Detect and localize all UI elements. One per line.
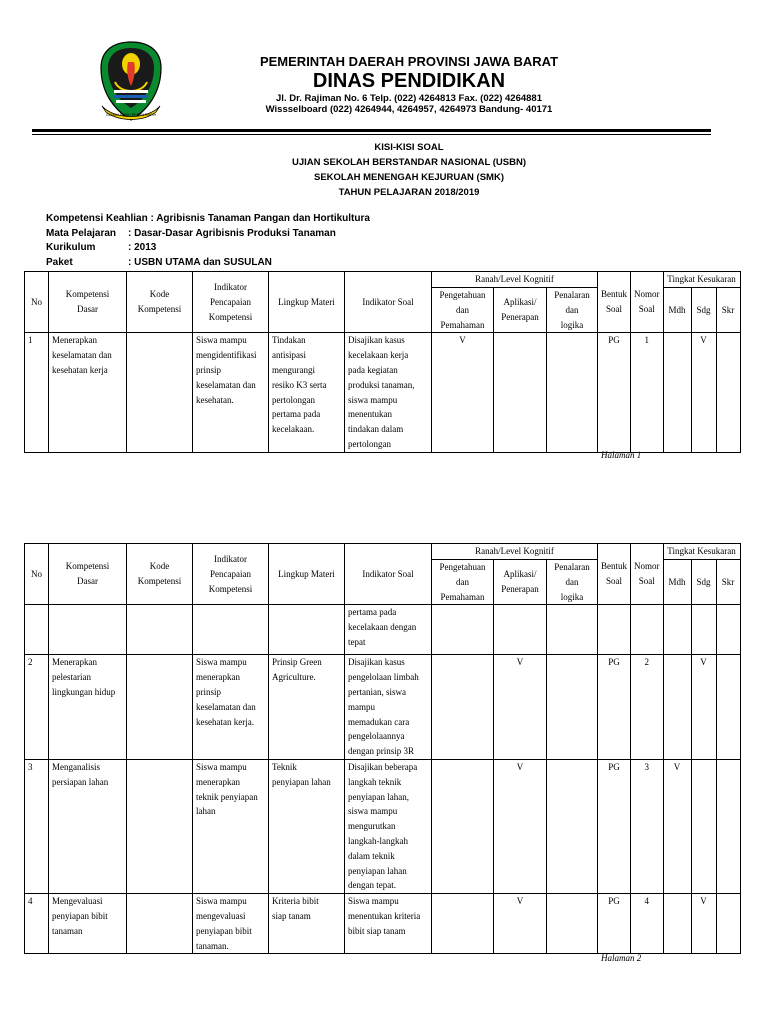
cell-kode-kompetensi: [127, 605, 193, 655]
cell-line: Prinsip Green: [272, 657, 322, 668]
col-ranah-kognitif-text: Ranah/Level Kognitif: [475, 546, 554, 557]
cell-mdh: [663, 605, 691, 655]
cell-line: siswa mampu: [348, 394, 398, 405]
cell-penalaran: [547, 333, 598, 452]
cell-nomor-soal: 4: [631, 894, 664, 954]
cell-line: prinsip: [196, 686, 222, 697]
col-lingkup-materi-text: Lingkup Materi: [278, 296, 335, 307]
cell-no: 2: [25, 655, 49, 760]
cell-line: keselamatan dan: [196, 701, 256, 712]
col-skr-text: Skr: [721, 576, 735, 587]
col-indikator-soal: [345, 544, 432, 605]
cell-line: Mengevaluasi: [52, 896, 103, 907]
info-mapel-value: : Dasar-Dasar Agribisnis Produksi Tanaman: [128, 227, 336, 239]
table-row: [25, 605, 741, 655]
col-nomor-soal-text: Nomor: [634, 289, 660, 300]
cell-no: [25, 605, 49, 655]
cell-bentuk-soal: PG: [598, 655, 631, 760]
document-title: [180, 140, 638, 200]
col-kode-kompetensi-text: Kode: [149, 561, 170, 572]
cell-line: penyiapan lahan: [272, 776, 331, 787]
letterhead-address: Jl. Dr. Rajiman No. 6 Telp. (022) 4264813 Fax. (022) 4264881: [276, 93, 542, 104]
cell-line: kesehatan kerja.: [196, 716, 254, 727]
letterhead-government: PEMERINTAH DAERAH PROVINSI JAWA BARAT: [259, 54, 559, 69]
cell-pengetahuan: [432, 655, 494, 760]
info-paket-value: : USBN UTAMA dan SUSULAN: [128, 256, 272, 268]
cell-sdg: V: [691, 333, 716, 452]
col-lingkup-materi: [269, 272, 345, 333]
cell-line: Menerapkan: [52, 335, 97, 346]
cell-line: pertama pada: [272, 409, 321, 420]
west-java-emblem-logo: [98, 40, 164, 122]
cell-line: siap tanam: [272, 910, 311, 921]
cell-line: Disajikan kasus: [348, 335, 405, 346]
cell-aplikasi: [494, 333, 547, 452]
title-line-1: KISI-KISI SOAL: [374, 142, 444, 153]
col-indikator-soal-text: Indikator Soal: [362, 296, 414, 307]
cell-line: Kriteria bibit: [272, 896, 319, 907]
cell-line: pertolongan: [272, 394, 315, 405]
document-info: [46, 212, 370, 270]
info-paket-label: Paket: [46, 256, 73, 268]
col-kompetensi-dasar-text: Kompetensi: [65, 561, 110, 572]
col-aplikasi: [494, 560, 547, 605]
col-indikator-pencapaian-text: Pencapaian: [210, 568, 251, 579]
cell-line: Agriculture.: [272, 672, 316, 683]
col-bentuk-soal-text: Soal: [605, 304, 622, 315]
cell-line: menentukan: [348, 409, 392, 420]
letterhead-department: DINAS PENDIDIKAN: [312, 70, 506, 92]
cell-sdg: V: [691, 894, 716, 954]
col-indikator-soal: [345, 272, 432, 333]
cell-line: Siswa mampu: [196, 335, 247, 346]
cell-bentuk-soal: PG: [598, 894, 631, 954]
cell-line: mampu: [348, 701, 375, 712]
cell-kode-kompetensi: [127, 333, 193, 452]
cell-indikator-soal: [345, 894, 432, 954]
cell-pengetahuan: V: [432, 333, 494, 452]
col-ranah-kognitif: [432, 544, 598, 560]
cell-line: dengan prinsip 3R: [348, 746, 414, 757]
col-ranah-kognitif: [432, 272, 598, 288]
kisi-table-page-1: [24, 271, 741, 453]
col-pengetahuan: [432, 560, 494, 605]
cell-aplikasi: [494, 605, 547, 655]
cell-mdh: [663, 894, 691, 954]
cell-indikator-pencapaian: [193, 333, 269, 452]
col-kompetensi-dasar-text: Kompetensi: [65, 289, 110, 300]
cell-line: lingkungan hidup: [52, 686, 116, 697]
col-kompetensi-dasar-text: Dasar: [77, 304, 98, 315]
cell-line: persiapan lahan: [52, 776, 109, 787]
cell-kompetensi-dasar: [49, 605, 127, 655]
col-kompetensi-dasar-text: Dasar: [77, 576, 98, 587]
cell-line: langkah teknik: [348, 776, 402, 787]
cell-line: pada kegiatan: [348, 364, 398, 375]
cell-aplikasi: V: [494, 894, 547, 954]
table-row: [25, 759, 741, 893]
cell-line: keselamatan dan: [52, 350, 112, 361]
cell-line: pertolongan: [348, 438, 391, 449]
cell-line: kesehatan kerja: [52, 364, 108, 375]
cell-line: langkah-langkah: [348, 835, 408, 846]
cell-line: mengidentifikasi: [196, 350, 257, 361]
info-kurikulum-value: : 2013: [128, 242, 157, 253]
cell-line: kecelakaan kerja: [348, 350, 409, 361]
cell-line: bibit siap tanam: [348, 925, 406, 936]
col-kompetensi-dasar: [49, 544, 127, 605]
col-no-text: No: [31, 568, 42, 579]
cell-line: memadukan cara: [348, 716, 410, 727]
col-mdh-text: Mdh: [668, 576, 686, 587]
col-tingkat-kesukaran: [663, 544, 740, 560]
cell-line: Siswa mampu: [348, 896, 399, 907]
cell-line: Menganalisis: [52, 761, 100, 772]
cell-kompetensi-dasar: [49, 655, 127, 760]
cell-line: mengurangi: [272, 364, 315, 375]
cell-line: Siswa mampu: [196, 657, 247, 668]
cell-line: dengan tepat.: [348, 880, 396, 891]
col-indikator-soal-text: Indikator Soal: [362, 568, 414, 579]
cell-nomor-soal: 2: [631, 655, 664, 760]
cell-sdg: [691, 759, 716, 893]
cell-line: menentukan kriteria: [348, 910, 421, 921]
col-indikator-pencapaian-text: Indikator: [214, 554, 247, 564]
col-penalaran-text: Penalaran: [554, 562, 590, 572]
cell-aplikasi: V: [494, 655, 547, 760]
col-bentuk-soal-text: Bentuk: [601, 289, 627, 300]
cell-line: lahan: [196, 806, 216, 817]
page-number-2: Halaman 2: [601, 953, 642, 963]
col-indikator-pencapaian-text: Kompetensi: [208, 583, 253, 594]
cell-pengetahuan: [432, 759, 494, 893]
cell-pengetahuan: [432, 605, 494, 655]
cell-line: dalam teknik: [348, 850, 395, 861]
col-aplikasi-text: Penerapan: [501, 584, 539, 595]
letterhead-phone: Wissselboard (022) 4264944, 4264957, 4264973 Bandung- 40171: [265, 104, 553, 115]
cell-line: menerapkan: [196, 776, 240, 787]
cell-bentuk-soal: [598, 605, 631, 655]
col-penalaran-text: logika: [560, 591, 584, 602]
cell-nomor-soal: [631, 605, 664, 655]
kisi-table-page-2: [24, 543, 741, 954]
table-row: [25, 655, 741, 760]
col-bentuk-soal-text: Soal: [605, 576, 622, 587]
col-kode-kompetensi: [127, 544, 193, 605]
col-penalaran-text: dan: [565, 304, 579, 315]
col-no: [25, 544, 49, 605]
cell-line: pelestarian: [52, 672, 91, 683]
cell-indikator-soal: [345, 655, 432, 760]
col-penalaran: [547, 288, 598, 333]
cell-nomor-soal: 1: [631, 333, 664, 452]
info-mapel-label: Mata Pelajaran: [46, 227, 117, 239]
cell-kompetensi-dasar: [49, 759, 127, 893]
col-ranah-kognitif-text: Ranah/Level Kognitif: [475, 274, 554, 285]
header-row-1: [25, 544, 741, 560]
cell-line: penyiapan lahan: [348, 865, 407, 876]
cell-line: Disajikan kasus: [348, 657, 405, 668]
cell-lingkup-materi: [269, 333, 345, 452]
cell-line: antisipasi: [272, 350, 306, 361]
col-bentuk-soal: [598, 544, 631, 605]
col-aplikasi-text: Penerapan: [501, 312, 539, 323]
cell-pengetahuan: [432, 894, 494, 954]
col-indikator-pencapaian-text: Pencapaian: [210, 296, 251, 307]
cell-indikator-pencapaian: [193, 605, 269, 655]
cell-lingkup-materi: [269, 894, 345, 954]
cell-bentuk-soal: PG: [598, 333, 631, 452]
cell-line: mengevaluasi: [196, 910, 246, 921]
letterhead-divider-thick: [32, 129, 711, 132]
col-nomor-soal-text: Soal: [638, 304, 655, 315]
col-sdg: [691, 560, 716, 605]
cell-skr: [716, 605, 740, 655]
cell-penalaran: [547, 605, 598, 655]
col-mdh-text: Mdh: [668, 304, 686, 315]
cell-line: Disajikan beberapa: [348, 761, 418, 772]
cell-kode-kompetensi: [127, 894, 193, 954]
cell-line: Teknik: [272, 761, 297, 772]
col-tingkat-kesukaran-text: Tingkat Kesukaran: [667, 274, 736, 285]
cell-line: tanaman: [52, 925, 83, 936]
cell-mdh: V: [663, 759, 691, 893]
cell-skr: [716, 894, 740, 954]
letterhead-divider-thin: [32, 134, 711, 135]
cell-skr: [716, 333, 740, 452]
cell-indikator-pencapaian: [193, 894, 269, 954]
cell-line: menerapkan: [196, 672, 240, 683]
cell-kompetensi-dasar: [49, 894, 127, 954]
cell-bentuk-soal: PG: [598, 759, 631, 893]
info-row-mapel: [46, 227, 370, 242]
cell-line: teknik penyiapan: [196, 791, 258, 802]
cell-no: 3: [25, 759, 49, 893]
info-kompetensi: Kompetensi Keahlian : Agribisnis Tanaman Pangan dan Hortikultura: [46, 213, 370, 224]
cell-mdh: [663, 655, 691, 760]
cell-line: kesehatan.: [196, 394, 234, 405]
cell-no: 1: [25, 333, 49, 452]
title-line-4: TAHUN PELAJARAN 2018/2019: [338, 187, 480, 198]
title-line-2: UJIAN SEKOLAH BERSTANDAR NASIONAL (USBN): [292, 157, 526, 168]
cell-indikator-soal: [345, 759, 432, 893]
col-tingkat-kesukaran: [663, 272, 740, 288]
col-pengetahuan-text: Pemahaman: [440, 591, 485, 602]
page-number-1: Halaman 1: [601, 450, 642, 460]
cell-lingkup-materi: [269, 759, 345, 893]
cell-skr: [716, 759, 740, 893]
col-lingkup-materi: [269, 544, 345, 605]
col-nomor-soal: [631, 544, 664, 605]
cell-line: tanaman.: [196, 940, 229, 951]
cell-line: pengelolaan limbah: [348, 672, 419, 683]
title-line-3: SEKOLAH MENENGAH KEJURUAN (SMK): [313, 172, 504, 183]
col-pengetahuan-text: Pemahaman: [440, 319, 485, 330]
col-penalaran: [547, 560, 598, 605]
cell-penalaran: [547, 894, 598, 954]
col-indikator-pencapaian-text: Indikator: [214, 282, 247, 292]
cell-line: prinsip: [196, 364, 222, 375]
col-bentuk-soal-text: Bentuk: [601, 561, 627, 572]
cell-no: 4: [25, 894, 49, 954]
cell-indikator-soal: [345, 605, 432, 655]
cell-kompetensi-dasar: [49, 333, 127, 452]
col-indikator-pencapaian: [193, 544, 269, 605]
col-mdh: [663, 288, 691, 333]
table-row: [25, 894, 741, 954]
col-kode-kompetensi-text: Kompetensi: [137, 304, 182, 315]
info-row-kurikulum: [46, 241, 370, 256]
col-no: [25, 272, 49, 333]
col-no-text: No: [31, 296, 42, 307]
cell-penalaran: [547, 759, 598, 893]
cell-sdg: V: [691, 655, 716, 760]
col-kode-kompetensi-text: Kompetensi: [137, 576, 182, 587]
header-row-1: [25, 272, 741, 288]
cell-kode-kompetensi: [127, 759, 193, 893]
info-kurikulum-label: Kurikulum: [46, 242, 96, 253]
cell-nomor-soal: 3: [631, 759, 664, 893]
cell-line: siswa mampu: [348, 806, 398, 817]
col-penalaran-text: Penalaran: [554, 290, 590, 300]
cell-penalaran: [547, 655, 598, 760]
cell-line: Siswa mampu: [196, 896, 247, 907]
col-nomor-soal-text: Nomor: [634, 561, 660, 572]
cell-aplikasi: V: [494, 759, 547, 893]
col-penalaran-text: dan: [565, 576, 579, 587]
cell-line: Siswa mampu: [196, 761, 247, 772]
col-kode-kompetensi-text: Kode: [149, 289, 170, 300]
col-nomor-soal-text: Soal: [638, 576, 655, 587]
col-skr-text: Skr: [721, 304, 735, 315]
cell-line: penyiapan lahan,: [348, 791, 409, 802]
col-indikator-pencapaian: [193, 272, 269, 333]
letterhead: [180, 54, 638, 115]
col-indikator-pencapaian-text: Kompetensi: [208, 311, 253, 322]
col-bentuk-soal: [598, 272, 631, 333]
col-kompetensi-dasar: [49, 272, 127, 333]
col-penalaran-text: logika: [560, 319, 584, 330]
table-row: [25, 333, 741, 452]
cell-line: penyiapan bibit: [196, 925, 252, 936]
cell-mdh: [663, 333, 691, 452]
cell-line: mengurutkan: [348, 821, 396, 832]
col-pengetahuan-text: Pengetahuan: [439, 562, 486, 572]
col-kode-kompetensi: [127, 272, 193, 333]
cell-lingkup-materi: [269, 605, 345, 655]
col-sdg-text: Sdg: [696, 304, 711, 315]
cell-indikator-soal: [345, 333, 432, 452]
cell-line: keselamatan dan: [196, 379, 256, 390]
cell-lingkup-materi: [269, 655, 345, 760]
info-row-paket: [46, 256, 370, 271]
col-sdg-text: Sdg: [696, 576, 711, 587]
cell-line: resiko K3 serta: [272, 379, 327, 390]
col-pengetahuan-text: dan: [456, 304, 469, 315]
cell-line: tepat: [348, 636, 366, 647]
emblem-motto: GEMAH RIPAH REPEH RAPIH: [105, 113, 157, 117]
cell-indikator-pencapaian: [193, 759, 269, 893]
cell-line: Menerapkan: [52, 657, 97, 668]
col-aplikasi-text: Aplikasi/: [503, 569, 537, 580]
col-skr: [716, 560, 740, 605]
cell-skr: [716, 655, 740, 760]
cell-indikator-pencapaian: [193, 655, 269, 760]
cell-line: pengelolaannya: [348, 731, 405, 742]
col-mdh: [663, 560, 691, 605]
cell-line: kecelakaan dengan: [348, 622, 417, 633]
col-aplikasi-text: Aplikasi/: [503, 297, 537, 308]
col-pengetahuan: [432, 288, 494, 333]
cell-line: produksi tanaman,: [348, 379, 415, 390]
col-skr: [716, 288, 740, 333]
col-aplikasi: [494, 288, 547, 333]
cell-sdg: [691, 605, 716, 655]
cell-line: kecelakaan.: [272, 424, 315, 435]
cell-line: tindakan dalam: [348, 424, 404, 435]
col-sdg: [691, 288, 716, 333]
col-tingkat-kesukaran-text: Tingkat Kesukaran: [667, 546, 736, 557]
col-pengetahuan-text: Pengetahuan: [439, 290, 486, 300]
col-lingkup-materi-text: Lingkup Materi: [278, 568, 335, 579]
col-pengetahuan-text: dan: [456, 576, 469, 587]
cell-line: Tindakan: [272, 335, 306, 346]
cell-line: penyiapan bibit: [52, 910, 108, 921]
col-nomor-soal: [631, 272, 664, 333]
cell-line: pertanian, siswa: [348, 686, 406, 697]
cell-kode-kompetensi: [127, 655, 193, 760]
cell-line: pertama pada: [348, 607, 397, 618]
